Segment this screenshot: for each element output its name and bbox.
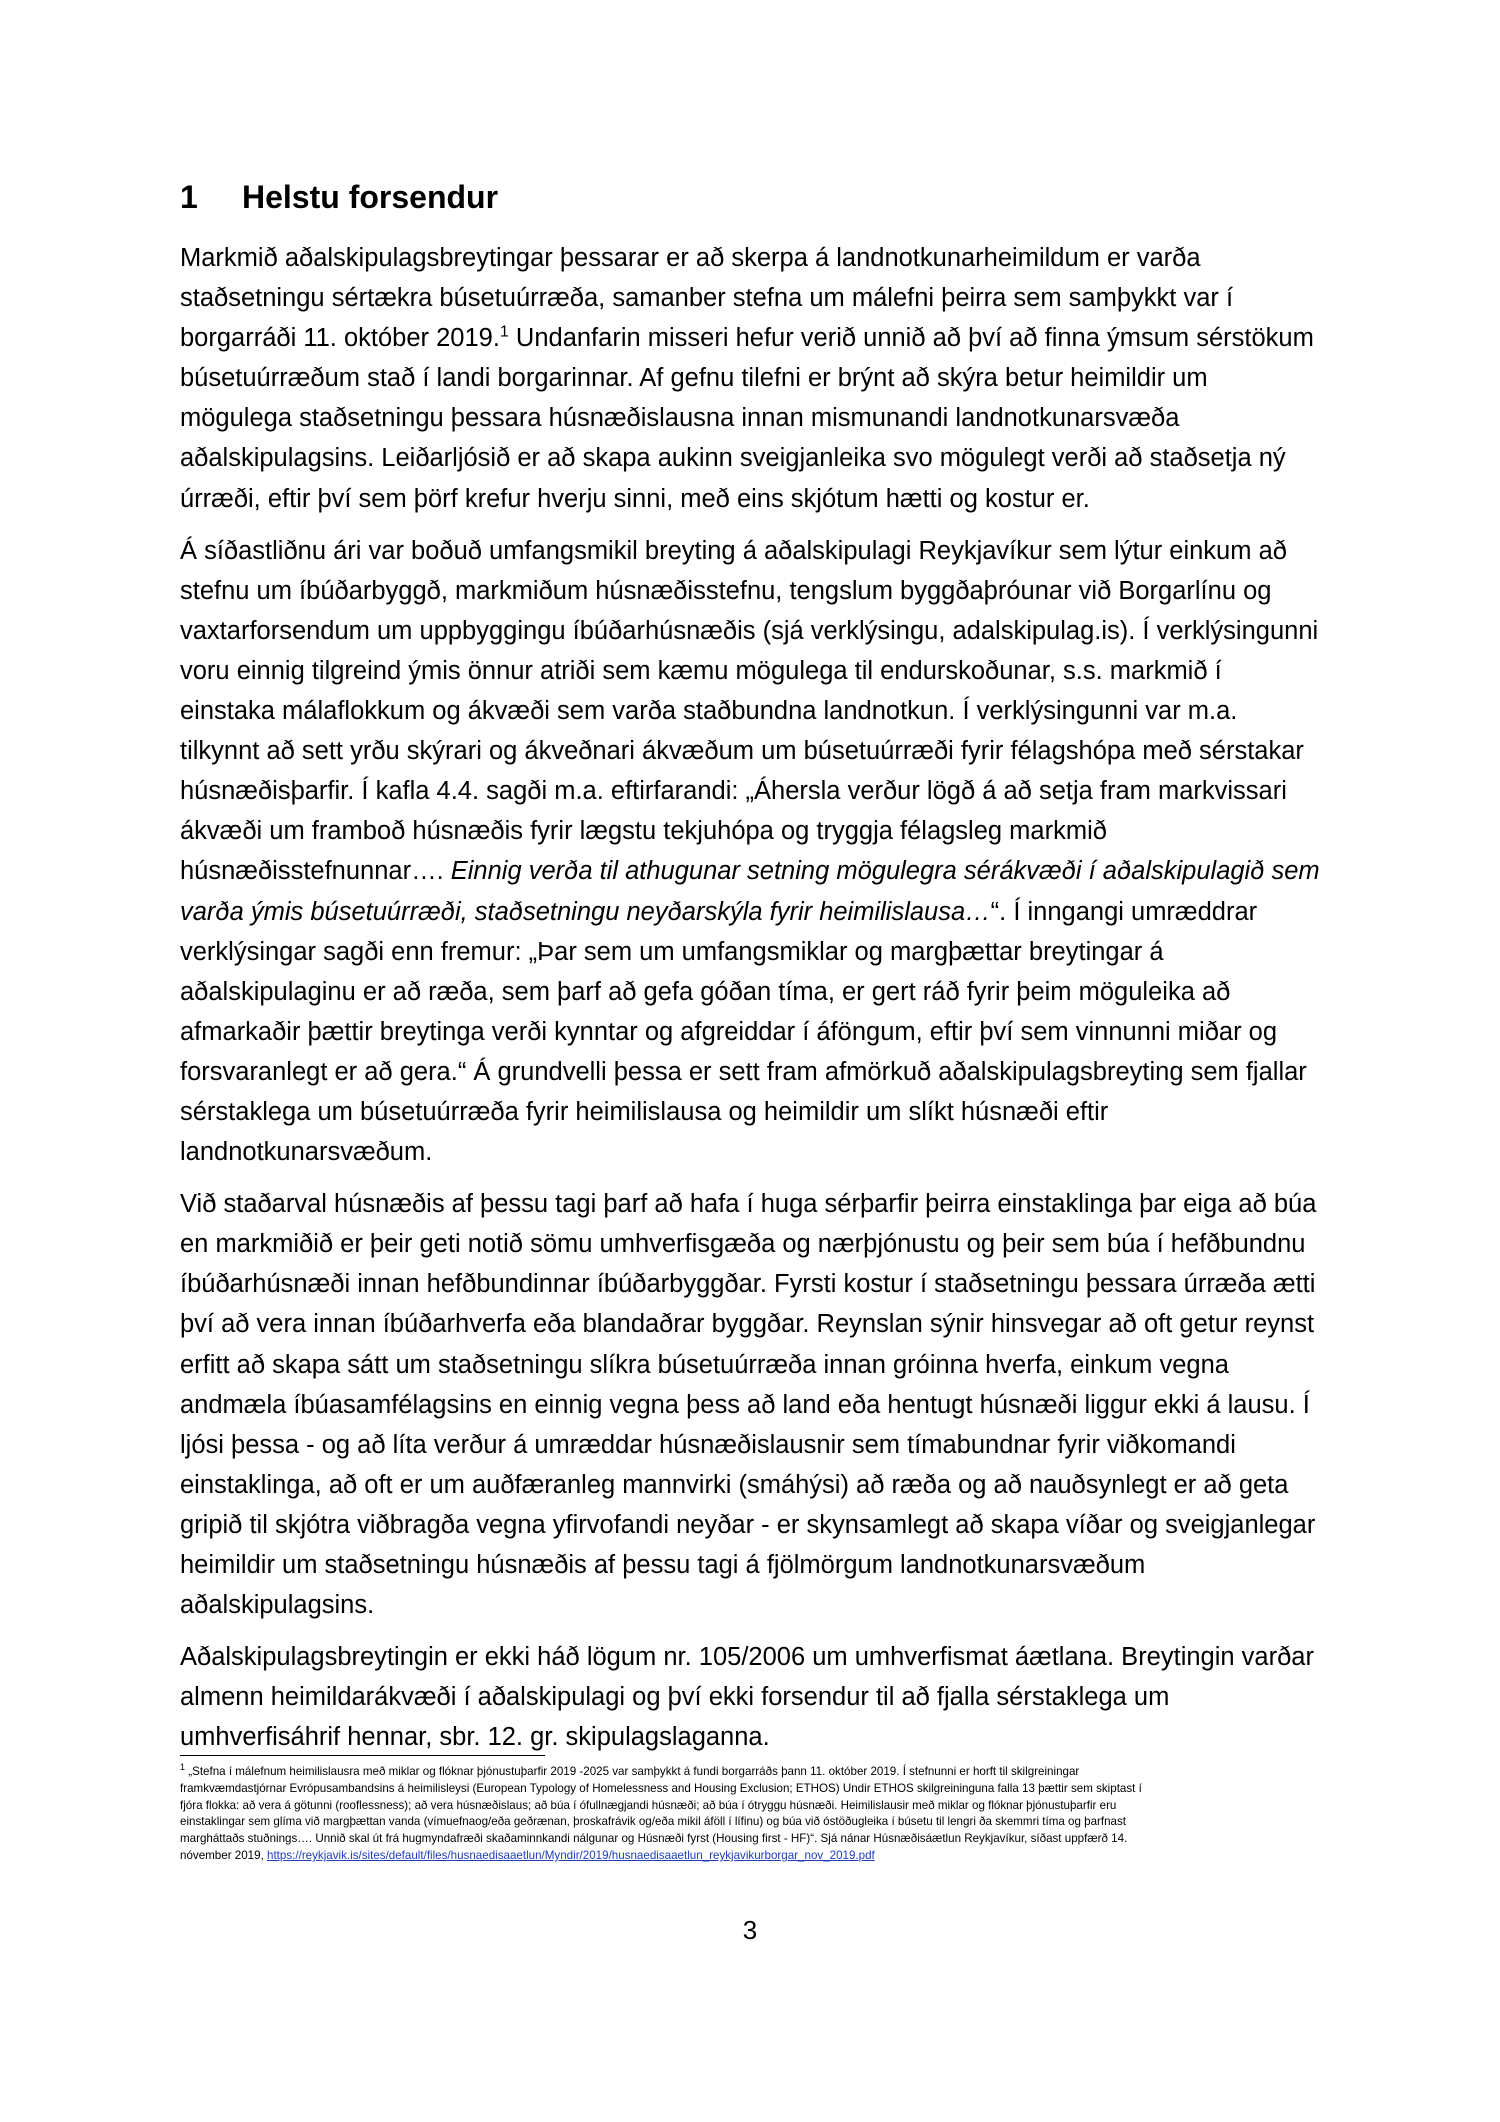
- text-line: Við staðarval húsnæðis af þessu tagi þarf að hafa í huga sérþarfir þeirra einstaklinga þar eiga að búa: [180, 1190, 1317, 1219]
- page-number: 3: [742, 1915, 758, 1945]
- italic-quote: varða ýmis búsetuúrræði, staðsetningu neyðarskýla fyrir heimilislausa…: [180, 897, 991, 926]
- text-line: varða ýmis búsetuúrræði, staðsetningu neyðarskýla fyrir heimilislausa…“. Í inngangi umræddrar: [180, 897, 1258, 926]
- text-line: almenn heimildarákvæði í aðalskipulagi og því ekki forsendur til að fjalla sérstaklega um: [180, 1683, 1170, 1712]
- text-line: ákvæði um framboð húsnæðis fyrir lægstu tekjuhópa og tryggja félagsleg markmið: [180, 817, 1107, 846]
- text-line: stefnu um íbúðarbyggð, markmiðum húsnæðisstefnu, tengslum byggðaþróunar við Borgarlínu og: [180, 576, 1272, 605]
- paragraph-4: [180, 1637, 1330, 1757]
- text-line: því að vera innan íbúðarhverfa eða blandaðrar byggðar. Reynslan sýnir hinsvegar að oft getur reynst: [180, 1310, 1315, 1339]
- text-line: forsvaranlegt er að gera.“ Á grundvelli þessa er sett fram afmörkuð aðalskipulagsbreyting sem fjallar: [180, 1057, 1307, 1086]
- paragraph-1: [180, 238, 1330, 519]
- section-title: Helstu forsendur: [242, 179, 499, 215]
- text-line: staðsetningu sértækra búsetuúrræða, samanber stefna um málefni þeirra sem samþykkt var í: [180, 284, 1234, 313]
- text-line: vaxtarforsendum um uppbyggingu íbúðarhúsnæðis (sjá verklýsingu, adalskipulag.is). Í verklýsingunni: [180, 616, 1319, 645]
- text-line: aðalskipulagsins. Leiðarljósið er að skapa aukinn sveigjanleika svo mögulegt verði að staðsetja ný: [180, 444, 1286, 473]
- text-line: tilkynnt að sett yrðu skýrari og ákveðnari ákvæðum um búsetuúrræði fyrir félagshópa með sérstakar: [180, 737, 1304, 766]
- body-text: [180, 238, 1330, 1769]
- footnote-line: margháttaðs stuðnings…. Unnið skal út frá hugmyndafræði skaðaminnkandi nálgunar og Húsnæði fyrst (Housing first - HF)“. Sjá nánar Húsnæðisáætlun Reykjavíkur, síðast uppfærð 14.: [180, 1832, 1128, 1846]
- text-line: úrræði, eftir því sem þörf krefur hverju sinni, með eins skjótum hætti og kostur er.: [180, 484, 1090, 513]
- footnote-link[interactable]: https://reykjavik.is/sites/default/files/husnaedisaaetlun/Myndir/2019/husnaedisaaetlun_reykjavikurborgar_nov_2019.pdf: [267, 1848, 875, 1862]
- text-line: ljósi þessa - og að líta verður á umræddar húsnæðislausnir sem tímabundnar fyrir viðkomandi: [180, 1430, 1236, 1459]
- paragraph-3: [180, 1184, 1330, 1625]
- text-line: landnotkunarsvæðum.: [180, 1138, 433, 1167]
- text-line: aðalskipulaginu er að ræða, sem þarf að gefa góðan tíma, er gert ráð fyrir þeim möguleika að: [180, 977, 1231, 1006]
- text-line: Markmið aðalskipulagsbreytingar þessarar er að skerpa á landnotkunarheimildum er varða: [180, 244, 1201, 272]
- text-line: húsnæðisstefnunnar…. Einnig verða til athugunar setning mögulegra sérákvæði í aðalskipulagið sem: [180, 857, 1320, 886]
- section-number: 1: [180, 179, 198, 215]
- paragraph-2: [180, 531, 1330, 1173]
- text-line: erfitt að skapa sátt um staðsetningu slíkra búsetuúrræða innan gróinna hverfa, einkum vegna: [180, 1350, 1229, 1379]
- text-line: heimildir um staðsetningu húsnæðis af þessu tagi á fjölmörgum landnotkunarsvæðum: [180, 1551, 1146, 1579]
- italic-quote: Einnig verða til athugunar setning mögulegra sérákvæði í aðalskipulagið sem: [450, 857, 1320, 886]
- text-line: sérstaklega um búsetuúrræða fyrir heimilislausa og heimildir um slíkt húsnæði eftir: [180, 1097, 1109, 1126]
- text-line: einstaka málaflokkum og ákvæði sem varða staðbundna landnotkun. Í verklýsingunni var m.a.: [180, 697, 1238, 726]
- text-line: íbúðarhúsnæði innan hefðbundinnar íbúðarbyggðar. Fyrsti kostur í staðsetningu þessara úrræða ætti: [180, 1270, 1316, 1299]
- section-heading: [180, 178, 498, 216]
- text-line: gripið til skjótra viðbragða vegna yfirvofandi neyðar - er skynsamlegt að skapa víðar og sveigjanlegar: [180, 1510, 1316, 1539]
- text-line: einstaklinga, að oft er um auðfæranleg mannvirki (smáhýsi) að ræða og að nauðsynlegt er að geta: [180, 1470, 1289, 1499]
- text-line: voru einnig tilgreind ýmis önnur atriði sem kæmu mögulega til endurskoðunar, s.s. markmið í: [180, 656, 1222, 685]
- text-line: húsnæðisþarfir. Í kafla 4.4. sagði m.a. eftirfarandi: „Áhersla verður lögð á að setja fram markvissari: [180, 777, 1287, 806]
- footnote-reference[interactable]: 1: [499, 323, 509, 341]
- text-line: umhverfisáhrif hennar, sbr. 12. gr. skipulagslaganna.: [180, 1723, 770, 1752]
- footnote-separator: [180, 1755, 545, 1756]
- text-line: aðalskipulagsins.: [180, 1591, 375, 1620]
- text-line: mögulega staðsetningu þessara húsnæðislausna innan mismunandi landnotkunarsvæða: [180, 404, 1180, 433]
- footnote-marker: 1: [180, 1762, 186, 1773]
- footnote-line: fjóra flokka: að vera á götunni (rooflessness); að vera húsnæðislaus; að búa í ófullnægjandi húsnæði; að búa í ótryggu húsnæði. Heimilislausir með miklar og flóknar þjónustuþarfir eru: [180, 1798, 1117, 1812]
- footnote-line: framkvæmdastjórnar Evrópusambandsins á heimilisleysi (European Typology of Homelessness and Housing Exclusion; ETHOS) Undir ETHOS skilgreininguna falla 13 þættir sem skiptast í: [180, 1781, 1142, 1795]
- footnote: [180, 1764, 1330, 1865]
- text-line: borgarráði 11. október 2019.$^1$ Undanfarin misseri hefur verið unnið að því að finna ýmsum sérstökum: [180, 323, 1314, 353]
- text-line: verklýsingar sagði enn fremur: „Þar sem um umfangsmiklar og margþættar breytingar á: [180, 937, 1164, 966]
- text-line: Á síðastliðnu ári var boðuð umfangsmikil breyting á aðalskipulagi Reykjavíkur sem lýtur einkum að: [180, 536, 1287, 565]
- text-line: en markmiðið er þeir geti notið sömu umhverfisgæða og nærþjónustu og þeir sem búa í hefðbundnu: [180, 1230, 1306, 1259]
- footnote-line: nóvember 2019, https://reykjavik.is/sites/default/files/husnaedisaaetlun/Myndir/2019/husnaedisaaetlun_reykjavikurborgar_nov_2019.pdf: [180, 1848, 875, 1862]
- footnote-line: $^1$ „Stefna í málefnum heimilislausra með miklar og flóknar þjónustuþarfir 2019 -2025 var samþykkt á fundi borgarráðs þann 11. október 2019. Í stefnunni er horft til skilgreiningar: [180, 1762, 1080, 1778]
- text-line: afmarkaðir þættir breytinga verði kynntar og afgreiddar í áföngum, eftir því sem vinnunni miðar og: [180, 1017, 1278, 1046]
- text-line: búsetuúrræðum stað í landi borgarinnar. Af gefnu tilefni er brýnt að skýra betur heimildir um: [180, 364, 1208, 393]
- text-line: Aðalskipulagsbreytingin er ekki háð lögum nr. 105/2006 um umhverfismat áætlana. Breytingin varðar: [180, 1643, 1314, 1672]
- text-line: andmæla íbúasamfélagsins en einnig vegna þess að land eða hentugt húsnæði liggur ekki á lausu. Í: [180, 1390, 1310, 1419]
- footnote-line: einstaklingar sem glíma við margþættan vanda (vímuefnaog/eða geðrænan, þroskafrávik og/eða mikil áföll í lífinu) og búa við óstöðugleika í búsetu til lengri ða skemmri tíma og þarfnast: [180, 1815, 1127, 1829]
